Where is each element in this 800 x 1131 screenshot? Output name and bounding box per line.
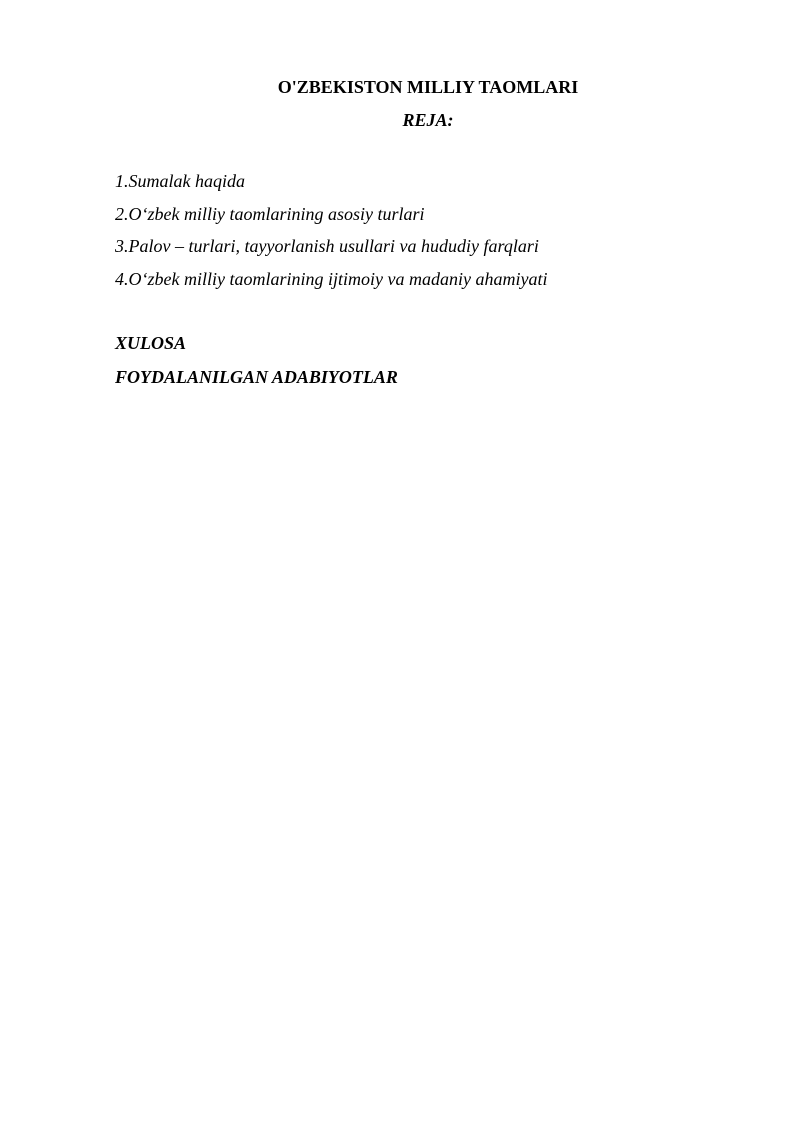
plan-heading: REJA: [402, 110, 454, 130]
plan-item: 3.Palov – turlari, tayyorlanish usullari va hududiy farqlari [115, 236, 539, 256]
document-title: O'ZBEKISTON MILLIY TAOMLARI [277, 77, 579, 97]
plan-item: 2.O‘zbek milliy taomlarining asosiy turlari [115, 203, 425, 224]
plan-item: 4.O‘zbek milliy taomlarining ijtimoiy va madaniy ahamiyati [115, 268, 548, 289]
conclusion-heading: XULOSA [115, 333, 187, 353]
references-heading: FOYDALANILGAN ADABIYOTLAR [115, 367, 398, 387]
plan-list [115, 170, 547, 300]
plan-item: 1.Sumalak haqida [115, 171, 245, 191]
